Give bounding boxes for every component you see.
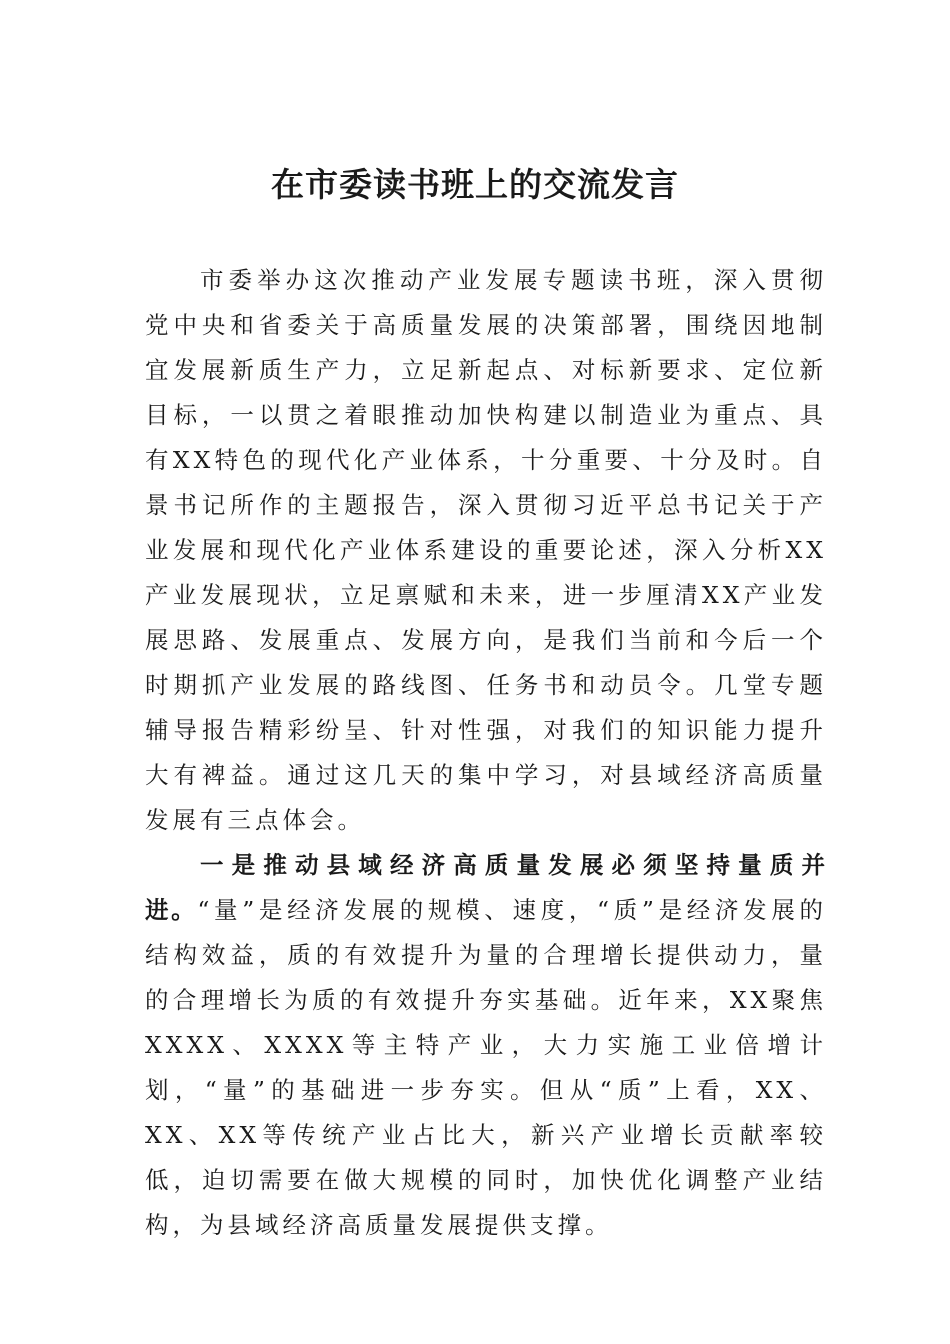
- point-1-text: “量”是经济发展的规模、速度，“质”是经济发展的结构效益，质的有效提升为量的合理增长提供动力，量的合理增长为质的有效提升夯实基础。近年来，XX聚焦XXXX、XXXX等主特产业，大力实施工业倍增计划，“量”的基础进一步夯实。但从“质”上看，XX、XX、XX等传统产业占比大，新兴产业增长贡献率较低，迫切需要在做大规模的同时，加快优化调整产业结构，为县域经济高质量发展提供支撑。: [145, 896, 827, 1239]
- point-1-heading: 一是推动县域经济高质量发展必须坚持量质并进。: [145, 851, 827, 924]
- document-title: 在市委读书班上的交流发言: [271, 165, 679, 204]
- paragraph-intro: 市委举办这次推动产业发展专题读书班，深入贯彻党中央和省委关于高质量发展的决策部署，围绕因地制宜发展新质生产力，立足新起点、对标新要求、定位新目标，一以贯之着眼推动加快构建以制造业为重点、具有XX特色的现代化产业体系，十分重要、十分及时。自景书记所作的主题报告，深入贯彻习近平总书记关于产业发展和现代化产业体系建设的重要论述，深入分析XX产业发展现状，立足禀赋和未来，进一步厘清XX产业发展思路、发展重点、发展方向，是我们当前和今后一个时期抓产业发展的路线图、任务书和动员令。几堂专题辅导报告精彩纷呈、针对性强，对我们的知识能力提升大有裨益。通过这几天的集中学习，对县域经济高质量发展有三点体会。: [145, 266, 827, 834]
- paragraph-point-1: [145, 843, 827, 1248]
- document-body: [145, 258, 827, 1248]
